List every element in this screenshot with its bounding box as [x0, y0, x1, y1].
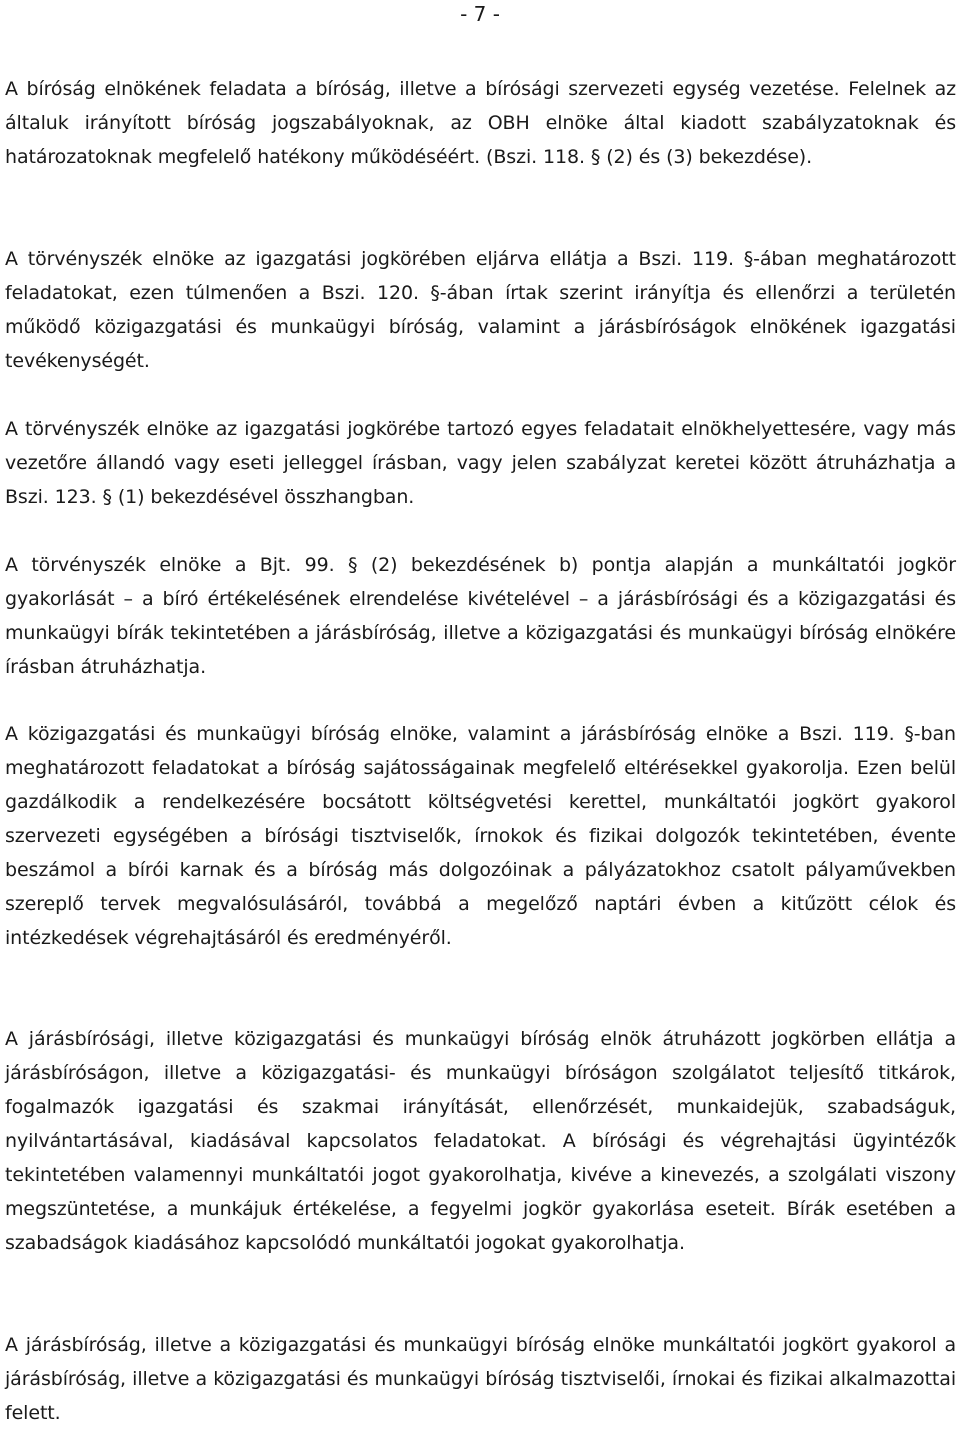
paragraph-district-court-delegated-powers: A járásbírósági, illetve közigazgatási és munkaügyi bíróság elnök átruházott jogkörben ellátja a járásbíróságon, illetve a közigazgatási- és munkaügyi bíróságon szolgálatot teljesítő titkárok, fogalmazók igazgatási és szakmai irányítását, ellenőrzését, munkaidejük, szabadságuk, nyilvántartásával, kiadásával kapcsolatos feladatokat. A bírósági és végrehajtási ügyintézők tekintetében valamennyi munkáltatói jogot gyakorolhatja, kivéve a kinevezés, a szolgálati viszony megszüntetése, a munkájuk értékelése, a fegyelmi jogkör gyakorlása eseteit. Bírák esetében a szabadságok kiadásához kapcsolódó munkáltatói jogokat gyakorolhatja.	[5, 1028, 956, 1254]
paragraph-labour-court-president: A közigazgatási és munkaügyi bíróság elnöke, valamint a járásbíróság elnöke a Bszi. 119. §-ban meghatározott feladatokat a bíróság sajátosságainak megfelelő eltérésekkel gyakorolja. Ezen belül gazdálkodik a rendelkezésére bocsátott költségvetési kerettel, munkáltatói jogkört gyakorol szervezeti egységében a bírósági tisztviselők, írnokok és fizikai dolgozók tekintetében, évente beszámol a bírói karnak és a bíróság más dolgozóinak a pályázatokhoz csatolt pályaművekben szereplő tervek megvalósulásáról, továbbá a megelőző naptári évben a kitűzött célok és intézkedések végrehajtásáról és eredményéről.	[5, 723, 956, 949]
page-number: - 7 -	[460, 2, 500, 26]
paragraph-tribunal-president-administration: A törvényszék elnöke az igazgatási jogkörében eljárva ellátja a Bszi. 119. §-ában meghatározott feladatokat, ezen túlmenően a Bszi. 120. §-ában írtak szerint irányítja és ellenőrzi a területén működő közigazgatási és munkaügyi bíróság, valamint a járásbíróságok elnökének igazgatási tevékenységét.	[5, 248, 956, 372]
paragraph-employer-authority: A járásbíróság, illetve a közigazgatási és munkaügyi bíróság elnöke munkáltatói jogkört gyakorol a járásbíróság, illetve a közigazgatási és munkaügyi bíróság tisztviselői, írnokai és fizikai alkalmazottai felett.	[5, 1334, 956, 1424]
paragraph-delegation-of-tasks: A törvényszék elnöke az igazgatási jogkörébe tartozó egyes feladatait elnökhelyettesére, vagy más vezetőre állandó vagy eseti jelleggel írásban, vagy jelen szabályzat keretei között átruházhatja a Bszi. 123. § (1) bekezdésével összhangban.	[5, 418, 956, 508]
paragraph-court-president-duties: A bíróság elnökének feladata a bíróság, illetve a bírósági szervezeti egység vezetése. Felelnek az általuk irányított bíróság jogszabályoknak, az OBH elnöke által kiadott szabályzatoknak és határozatoknak megfelelő hatékony működéséért. (Bszi. 118. § (2) és (3) bekezdése).	[5, 78, 956, 168]
paragraph-employer-rights-transfer: A törvényszék elnöke a Bjt. 99. § (2) bekezdésének b) pontja alapján a munkáltatói jogkör gyakorlását – a bíró értékelésének elrendelése kivételével – a járásbírósági és a közigazgatási és munkaügyi bírák tekintetében a járásbíróság, illetve a közigazgatási és munkaügyi bíróság elnökére írásban átruházhatja.	[5, 554, 956, 678]
